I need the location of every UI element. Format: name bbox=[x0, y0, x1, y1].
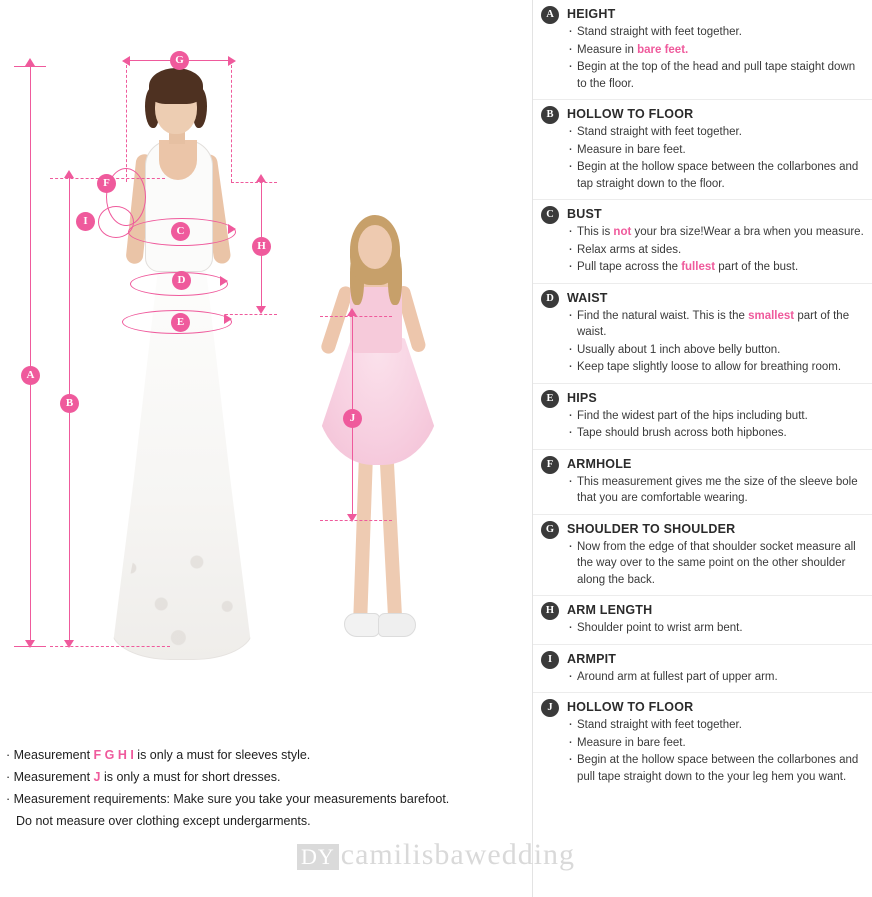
footnote-2-post: is only a must for short dresses. bbox=[100, 770, 281, 784]
instruction-entry-hollow-to-hem bbox=[533, 693, 872, 792]
bride-hair bbox=[149, 68, 203, 104]
footnote-1-letters: F G H I bbox=[93, 748, 134, 762]
bullet: · Tape should brush across both hipbones. bbox=[567, 425, 866, 442]
bullet: · Begin at the top of the head and pull tape staight down to the floor. bbox=[567, 59, 866, 92]
entry-title-shoulder-to-shoulder: SHOULDER TO SHOULDER bbox=[567, 521, 736, 536]
bullet: · This measurement gives me the size of the sleeve bole that you are comfortable wearing. bbox=[567, 474, 866, 507]
entry-letter-h: H bbox=[541, 602, 559, 620]
entry-bullets-hollow-to-floor bbox=[567, 124, 866, 192]
bullet: · Begin at the hollow space between the collarbones and tap straight down to the floor. bbox=[567, 159, 866, 192]
shoulder-arrow-left bbox=[122, 56, 130, 66]
entry-title-arm-length: ARM LENGTH bbox=[567, 603, 653, 617]
entry-letter-i: I bbox=[541, 651, 559, 669]
height-arrow-top bbox=[25, 58, 35, 66]
bullet: · Now from the edge of that shoulder socket measure all the way over to the same point on the other shoulder along the back. bbox=[567, 539, 866, 589]
entry-title-waist: WAIST bbox=[567, 290, 608, 305]
bullet: · Stand straight with feet together. bbox=[567, 124, 866, 141]
instruction-entry-hollow-to-floor bbox=[533, 100, 872, 200]
model-right-leg bbox=[380, 455, 403, 625]
bullet: · Find the widest part of the hips including butt. bbox=[567, 408, 866, 425]
entry-title-hollow-to-floor: HOLLOW TO FLOOR bbox=[567, 107, 694, 121]
entry-letter-e: E bbox=[541, 390, 559, 408]
entry-bullets-armhole bbox=[567, 474, 866, 507]
model-right-shoe bbox=[378, 613, 416, 637]
entry-title-hips: HIPS bbox=[567, 390, 597, 405]
hem-arrow-top bbox=[347, 308, 357, 316]
mark-badge-f: F bbox=[97, 174, 116, 193]
bullet: · Pull tape across the fullest part of the bust. bbox=[567, 259, 866, 276]
instruction-entry-waist bbox=[533, 284, 872, 384]
bullet: · Usually about 1 inch above belly button. bbox=[567, 342, 866, 359]
bride-figure-illustration bbox=[95, 62, 315, 662]
mark-badge-b: B bbox=[60, 394, 79, 413]
entry-letter-f: F bbox=[541, 456, 559, 474]
mark-badge-c: C bbox=[171, 222, 190, 241]
watermark-text: camilisbawedding bbox=[340, 838, 576, 871]
arm-length-top-guide bbox=[231, 182, 277, 183]
height-arrow-bottom bbox=[25, 640, 35, 648]
bullet: · Keep tape slightly loose to allow for breathing room. bbox=[567, 359, 866, 376]
bullet: · Relax arms at sides. bbox=[567, 242, 866, 259]
entry-title-bust: BUST bbox=[567, 207, 602, 221]
footnote-1: · Measurement F G H I is only a must for sleeves style. bbox=[6, 748, 311, 762]
watermark-badge: DY bbox=[297, 844, 339, 870]
arm-length-arrow-bottom bbox=[256, 306, 266, 314]
bullet: · Measure in bare feet. bbox=[567, 735, 866, 752]
entry-bullets-shoulder-to-shoulder bbox=[567, 539, 866, 589]
mark-badge-e: E bbox=[171, 313, 190, 332]
hem-top-guide bbox=[320, 316, 392, 317]
model-left-shoe bbox=[344, 613, 380, 637]
hem-arrow-bottom bbox=[347, 514, 357, 522]
short-dress-figure-illustration bbox=[300, 215, 490, 705]
height-line bbox=[30, 66, 31, 646]
bride-neckline bbox=[159, 140, 197, 180]
arm-length-bottom-guide bbox=[225, 314, 277, 315]
shoulder-left-guide bbox=[126, 60, 127, 182]
instruction-entry-bust bbox=[533, 200, 872, 284]
entry-bullets-bust bbox=[567, 224, 866, 276]
instructions-panel bbox=[532, 0, 872, 897]
hollow-arrow-bottom bbox=[64, 640, 74, 648]
hollow-arrow-top bbox=[64, 170, 74, 178]
shoulder-right-guide bbox=[231, 60, 232, 182]
instruction-entry-arm-length bbox=[533, 596, 872, 645]
entry-bullets-armpit bbox=[567, 669, 866, 686]
entry-title-armpit: ARMPIT bbox=[567, 651, 617, 666]
footnote-3: · Measurement requirements: Make sure you take your measurements barefoot. bbox=[6, 792, 450, 806]
footnotes bbox=[6, 744, 526, 832]
footnote-2: · Measurement J is only a must for short dresses. bbox=[6, 770, 281, 784]
bullet: · Around arm at fullest part of upper arm. bbox=[567, 669, 866, 686]
instruction-entry-armpit bbox=[533, 645, 872, 694]
model-head bbox=[358, 225, 392, 269]
entry-bullets-waist bbox=[567, 308, 866, 376]
entry-title-armhole: ARMHOLE bbox=[567, 456, 632, 471]
bullet: · This is not your bra size!Wear a bra when you measure. bbox=[567, 224, 866, 241]
height-top-tick bbox=[14, 66, 46, 67]
bullet: · Measure in bare feet. bbox=[567, 42, 866, 59]
mark-badge-d: D bbox=[172, 271, 191, 290]
bullet: · Measure in bare feet. bbox=[567, 142, 866, 159]
model-left-leg bbox=[353, 455, 373, 625]
footnote-3-text: Measurement requirements: Make sure you take your measurements barefoot. bbox=[13, 792, 450, 806]
footnote-2-pre: Measurement bbox=[13, 770, 94, 784]
footnote-3-continued: Do not measure over clothing except undergarments. bbox=[16, 814, 311, 828]
entry-bullets-hips bbox=[567, 408, 866, 442]
instruction-entry-shoulder-to-shoulder bbox=[533, 515, 872, 597]
entry-letter-c: C bbox=[541, 206, 559, 224]
bullet: · Stand straight with feet together. bbox=[567, 24, 866, 41]
mark-badge-i: I bbox=[76, 212, 95, 231]
entry-title-hollow-to-hem: HOLLOW TO FLOOR bbox=[567, 700, 694, 714]
model-skirt bbox=[314, 335, 442, 465]
entry-letter-a: A bbox=[541, 6, 559, 24]
entry-letter-g: G bbox=[541, 521, 559, 539]
footnote-2-letters: J bbox=[93, 770, 101, 784]
instruction-entry-hips bbox=[533, 384, 872, 450]
bullet: · Begin at the hollow space between the collarbones and pull tape straight down to the your leg hem you want. bbox=[567, 752, 866, 785]
mark-badge-j: J bbox=[343, 409, 362, 428]
entry-bullets-height bbox=[567, 24, 866, 92]
entry-letter-b: B bbox=[541, 106, 559, 124]
entry-bullets-arm-length bbox=[567, 620, 866, 637]
footnote-1-pre: Measurement bbox=[13, 748, 94, 762]
mark-badge-a: A bbox=[21, 366, 40, 385]
mark-badge-h: H bbox=[252, 237, 271, 256]
bullet: · Stand straight with feet together. bbox=[567, 717, 866, 734]
shoulder-arrow-right bbox=[228, 56, 236, 66]
footnote-1-post: is only a must for sleeves style. bbox=[133, 748, 311, 762]
bullet: · Find the natural waist. This is the smallest part of the waist. bbox=[567, 308, 866, 341]
instruction-entry-height bbox=[533, 0, 872, 100]
entry-letter-d: D bbox=[541, 290, 559, 308]
bullet: · Shoulder point to wrist arm bent. bbox=[567, 620, 866, 637]
arm-length-arrow-top bbox=[256, 174, 266, 182]
mark-badge-g: G bbox=[170, 51, 189, 70]
entry-letter-j: J bbox=[541, 699, 559, 717]
entry-title-height: HEIGHT bbox=[567, 7, 616, 21]
entry-bullets-hollow-to-hem bbox=[567, 717, 866, 785]
instruction-entry-armhole bbox=[533, 450, 872, 515]
